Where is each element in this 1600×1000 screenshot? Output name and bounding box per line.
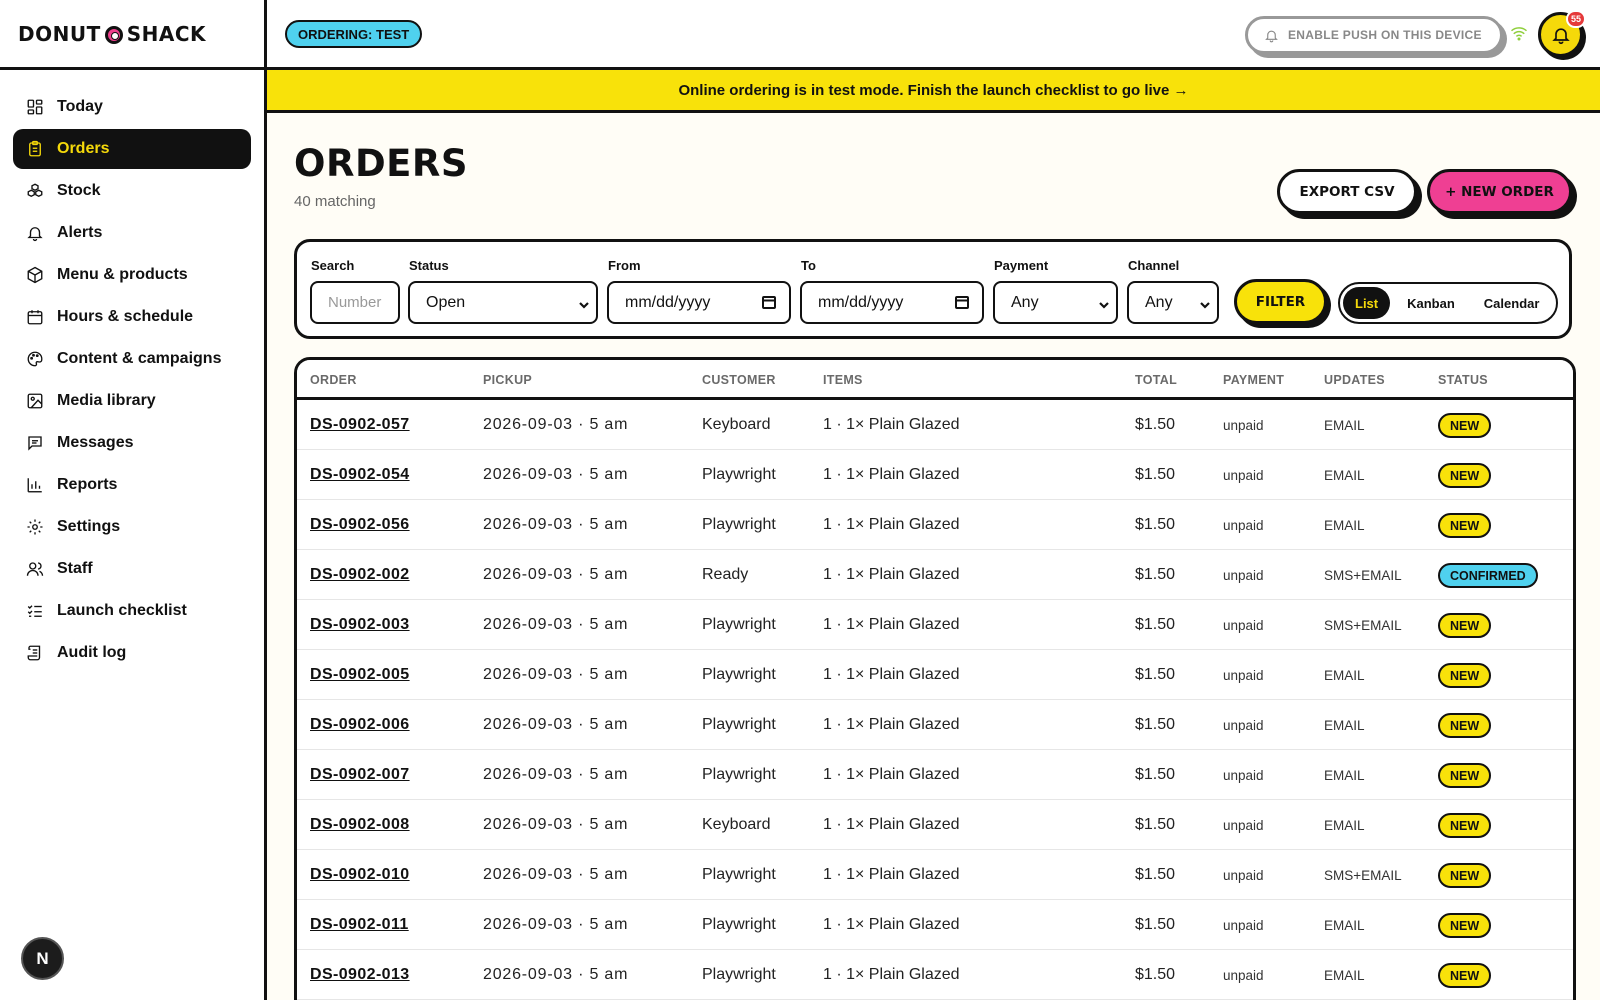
scroll-icon bbox=[26, 644, 44, 662]
sidebar-item-menu-products[interactable] bbox=[13, 255, 251, 295]
orders-table bbox=[294, 357, 1576, 1000]
table-row[interactable] bbox=[297, 950, 1573, 1000]
order-items: 1 · 1× Plain Glazed bbox=[823, 716, 960, 733]
view-toggle bbox=[1338, 282, 1558, 324]
payment-status: unpaid bbox=[1223, 718, 1264, 733]
view-list-tab[interactable]: List bbox=[1343, 287, 1390, 319]
sidebar-item-today[interactable] bbox=[13, 87, 251, 127]
users-icon bbox=[26, 560, 44, 578]
table-row[interactable] bbox=[297, 400, 1573, 450]
bell-icon bbox=[1551, 25, 1571, 45]
sidebar-item-label: Menu & products bbox=[57, 266, 188, 283]
topbar bbox=[267, 0, 1600, 70]
bell-outline-icon bbox=[1264, 28, 1279, 43]
channel-select[interactable] bbox=[1127, 281, 1219, 324]
from-date-value: mm/dd/yyyy bbox=[625, 293, 711, 311]
channel-select-value: Any bbox=[1145, 293, 1173, 311]
sidebar-item-label: Content & campaigns bbox=[57, 350, 222, 367]
update-channel: SMS+EMAIL bbox=[1324, 618, 1402, 633]
col-customer[interactable]: CUSTOMER bbox=[702, 373, 776, 387]
update-channel: SMS+EMAIL bbox=[1324, 568, 1402, 583]
customer-name: Playwright bbox=[702, 516, 776, 533]
pickup-time: 2026-09-03 · 5 am bbox=[483, 716, 629, 733]
wifi-icon bbox=[1510, 24, 1528, 42]
order-items: 1 · 1× Plain Glazed bbox=[823, 616, 960, 633]
table-header bbox=[297, 360, 1573, 400]
calendar-icon[interactable] bbox=[954, 294, 970, 310]
order-id-link[interactable]: DS-0902-002 bbox=[310, 566, 410, 583]
sidebar-item-reports[interactable] bbox=[13, 465, 251, 505]
sidebar-item-label: Reports bbox=[57, 476, 118, 493]
order-total: $1.50 bbox=[1135, 566, 1176, 583]
payment-status: unpaid bbox=[1223, 818, 1264, 833]
status-badge: NEW bbox=[1438, 813, 1491, 838]
sidebar-item-label: Today bbox=[57, 98, 103, 115]
payment-status: unpaid bbox=[1223, 518, 1264, 533]
sidebar-item-label: Media library bbox=[57, 392, 156, 409]
update-channel: EMAIL bbox=[1324, 668, 1365, 683]
sidebar-item-label: Hours & schedule bbox=[57, 308, 194, 325]
sidebar-item-label: Audit log bbox=[57, 644, 127, 661]
table-row[interactable] bbox=[297, 450, 1573, 500]
sidebar-item-audit-log[interactable] bbox=[13, 633, 251, 673]
customer-name: Playwright bbox=[702, 866, 776, 883]
view-kanban-tab[interactable]: Kanban bbox=[1407, 295, 1455, 311]
enable-push-button[interactable] bbox=[1245, 16, 1503, 54]
order-items: 1 · 1× Plain Glazed bbox=[823, 766, 960, 783]
status-badge: NEW bbox=[1438, 463, 1491, 488]
order-items: 1 · 1× Plain Glazed bbox=[823, 866, 960, 883]
view-calendar-tab[interactable]: Calendar bbox=[1483, 295, 1540, 311]
col-pickup[interactable]: PICKUP bbox=[483, 373, 533, 387]
col-order[interactable]: ORDER bbox=[310, 373, 357, 387]
payment-status: unpaid bbox=[1223, 918, 1264, 933]
calendar-icon bbox=[26, 308, 44, 326]
sidebar-item-hours-schedule[interactable] bbox=[13, 297, 251, 337]
pickup-time: 2026-09-03 · 5 am bbox=[483, 566, 629, 583]
order-total: $1.50 bbox=[1135, 516, 1176, 533]
sidebar-item-launch-checklist[interactable] bbox=[13, 591, 251, 631]
bar-chart-icon bbox=[26, 476, 44, 494]
chevron-down-icon bbox=[579, 297, 589, 307]
new-order-button[interactable]: + NEW ORDER bbox=[1427, 169, 1572, 214]
payment-status: unpaid bbox=[1223, 768, 1264, 783]
payment-status: unpaid bbox=[1223, 868, 1264, 883]
order-items: 1 · 1× Plain Glazed bbox=[823, 566, 960, 583]
sidebar-item-media-library[interactable] bbox=[13, 381, 251, 421]
order-id-link[interactable]: DS-0902-011 bbox=[310, 916, 409, 933]
order-id-link[interactable]: DS-0902-013 bbox=[310, 966, 410, 983]
customer-name: Ready bbox=[702, 566, 749, 583]
export-csv-button[interactable]: EXPORT CSV bbox=[1277, 169, 1417, 214]
payment-label: Payment bbox=[994, 258, 1049, 273]
sidebar-item-label: Launch checklist bbox=[57, 602, 187, 619]
status-badge: NEW bbox=[1438, 963, 1491, 988]
pickup-time: 2026-09-03 · 5 am bbox=[483, 816, 629, 833]
search-label: Search bbox=[311, 258, 355, 273]
sidebar-item-label: Alerts bbox=[57, 224, 103, 241]
payment-status: unpaid bbox=[1223, 668, 1264, 683]
status-badge: NEW bbox=[1438, 713, 1491, 738]
update-channel: EMAIL bbox=[1324, 718, 1365, 733]
order-total: $1.50 bbox=[1135, 416, 1176, 433]
update-channel: EMAIL bbox=[1324, 968, 1365, 983]
payment-select[interactable] bbox=[993, 281, 1118, 324]
palette-icon bbox=[26, 350, 44, 368]
notification-count-badge: 55 bbox=[1566, 10, 1586, 28]
order-total: $1.50 bbox=[1135, 766, 1176, 783]
boxes-icon bbox=[26, 182, 44, 200]
order-items: 1 · 1× Plain Glazed bbox=[823, 816, 960, 833]
from-date-input[interactable] bbox=[607, 281, 791, 324]
filter-bar bbox=[294, 239, 1572, 339]
to-date-value: mm/dd/yyyy bbox=[818, 293, 904, 311]
table-row[interactable] bbox=[297, 800, 1573, 850]
update-channel: EMAIL bbox=[1324, 518, 1365, 533]
bell-icon bbox=[26, 224, 44, 242]
match-count: 40 matching bbox=[294, 193, 376, 210]
order-total: $1.50 bbox=[1135, 916, 1176, 933]
table-row[interactable] bbox=[297, 500, 1573, 550]
order-id-link[interactable]: DS-0902-056 bbox=[310, 516, 410, 533]
table-row[interactable] bbox=[297, 650, 1573, 700]
table-row[interactable] bbox=[297, 750, 1573, 800]
customer-name: Playwright bbox=[702, 666, 776, 683]
status-badge: NEW bbox=[1438, 663, 1491, 688]
sidebar-item-label: Orders bbox=[57, 140, 110, 157]
from-label: From bbox=[608, 258, 641, 273]
order-id-link[interactable]: DS-0902-057 bbox=[310, 416, 410, 433]
clipboard-icon bbox=[26, 140, 44, 158]
status-label: Status bbox=[409, 258, 449, 273]
update-channel: EMAIL bbox=[1324, 418, 1365, 433]
sidebar-item-label: Staff bbox=[57, 560, 93, 577]
brand-logo[interactable] bbox=[0, 0, 264, 70]
to-date-input[interactable] bbox=[800, 281, 984, 324]
to-label: To bbox=[801, 258, 816, 273]
image-icon bbox=[26, 392, 44, 410]
message-icon bbox=[26, 434, 44, 452]
order-items: 1 · 1× Plain Glazed bbox=[823, 466, 960, 483]
customer-name: Playwright bbox=[702, 616, 776, 633]
notifications-button[interactable] bbox=[1538, 12, 1583, 57]
order-id-link[interactable]: DS-0902-005 bbox=[310, 666, 410, 683]
update-channel: EMAIL bbox=[1324, 918, 1365, 933]
avatar[interactable]: N bbox=[21, 937, 64, 980]
customer-name: Keyboard bbox=[702, 816, 771, 833]
chevron-down-icon bbox=[1200, 297, 1210, 307]
pickup-time: 2026-09-03 · 5 am bbox=[483, 516, 629, 533]
order-items: 1 · 1× Plain Glazed bbox=[823, 416, 960, 433]
gear-icon bbox=[26, 518, 44, 536]
enable-push-label: ENABLE PUSH ON THIS DEVICE bbox=[1288, 28, 1482, 42]
sidebar-item-orders[interactable] bbox=[13, 129, 251, 169]
pickup-time: 2026-09-03 · 5 am bbox=[483, 866, 629, 883]
pickup-time: 2026-09-03 · 5 am bbox=[483, 666, 629, 683]
sidebar-nav bbox=[0, 70, 264, 673]
order-id-link[interactable]: DS-0902-003 bbox=[310, 616, 410, 633]
order-total: $1.50 bbox=[1135, 816, 1176, 833]
sidebar-item-settings[interactable] bbox=[13, 507, 251, 547]
payment-select-value: Any bbox=[1011, 293, 1039, 311]
col-payment[interactable]: PAYMENT bbox=[1223, 373, 1285, 387]
donut-icon bbox=[105, 26, 123, 44]
status-select[interactable] bbox=[408, 281, 598, 324]
pickup-time: 2026-09-03 · 5 am bbox=[483, 966, 629, 983]
status-badge: NEW bbox=[1438, 913, 1491, 938]
customer-name: Playwright bbox=[702, 966, 776, 983]
pickup-time: 2026-09-03 · 5 am bbox=[483, 466, 629, 483]
sidebar-item-label: Settings bbox=[57, 518, 121, 535]
update-channel: EMAIL bbox=[1324, 768, 1365, 783]
update-channel: EMAIL bbox=[1324, 468, 1365, 483]
pickup-time: 2026-09-03 · 5 am bbox=[483, 916, 629, 933]
sidebar-item-staff[interactable] bbox=[13, 549, 251, 589]
status-badge: NEW bbox=[1438, 413, 1491, 438]
filter-button[interactable]: FILTER bbox=[1234, 279, 1327, 324]
table-row[interactable] bbox=[297, 550, 1573, 600]
table-row[interactable] bbox=[297, 600, 1573, 650]
test-mode-banner[interactable]: Online ordering is in test mode. Finish the launch checklist to go live → bbox=[267, 70, 1600, 113]
payment-status: unpaid bbox=[1223, 968, 1264, 983]
customer-name: Playwright bbox=[702, 766, 776, 783]
pickup-time: 2026-09-03 · 5 am bbox=[483, 766, 629, 783]
table-row[interactable] bbox=[297, 850, 1573, 900]
sidebar-item-alerts[interactable] bbox=[13, 213, 251, 253]
order-items: 1 · 1× Plain Glazed bbox=[823, 966, 960, 983]
order-id-link[interactable]: DS-0902-054 bbox=[310, 466, 410, 483]
order-id-link[interactable]: DS-0902-006 bbox=[310, 716, 410, 733]
table-row[interactable] bbox=[297, 700, 1573, 750]
status-badge: NEW bbox=[1438, 613, 1491, 638]
payment-status: unpaid bbox=[1223, 418, 1264, 433]
col-items[interactable]: ITEMS bbox=[823, 373, 863, 387]
customer-name: Playwright bbox=[702, 466, 776, 483]
chevron-down-icon bbox=[1099, 297, 1109, 307]
customer-name: Playwright bbox=[702, 916, 776, 933]
package-icon bbox=[26, 266, 44, 284]
order-total: $1.50 bbox=[1135, 866, 1176, 883]
order-total: $1.50 bbox=[1135, 666, 1176, 683]
status-badge: NEW bbox=[1438, 513, 1491, 538]
pickup-time: 2026-09-03 · 5 am bbox=[483, 416, 629, 433]
order-id-link[interactable]: DS-0902-008 bbox=[310, 816, 410, 833]
order-total: $1.50 bbox=[1135, 466, 1176, 483]
pickup-time: 2026-09-03 · 5 am bbox=[483, 616, 629, 633]
payment-status: unpaid bbox=[1223, 618, 1264, 633]
order-total: $1.50 bbox=[1135, 616, 1176, 633]
status-badge: CONFIRMED bbox=[1438, 563, 1538, 588]
update-channel: SMS+EMAIL bbox=[1324, 868, 1402, 883]
status-select-value: Open bbox=[426, 293, 466, 311]
sidebar-item-label: Stock bbox=[57, 182, 101, 199]
order-items: 1 · 1× Plain Glazed bbox=[823, 916, 960, 933]
sidebar-item-messages[interactable] bbox=[13, 423, 251, 463]
table-row[interactable] bbox=[297, 900, 1573, 950]
list-checks-icon bbox=[26, 602, 44, 620]
order-items: 1 · 1× Plain Glazed bbox=[823, 666, 960, 683]
sidebar bbox=[0, 0, 267, 1000]
search-input[interactable]: Number bbox=[310, 281, 400, 324]
grid-icon bbox=[26, 98, 44, 116]
customer-name: Keyboard bbox=[702, 416, 771, 433]
order-total: $1.50 bbox=[1135, 966, 1176, 983]
order-items: 1 · 1× Plain Glazed bbox=[823, 516, 960, 533]
sidebar-item-content-campaigns[interactable] bbox=[13, 339, 251, 379]
ordering-mode-badge[interactable]: ORDERING: TEST bbox=[285, 20, 422, 48]
sidebar-item-stock[interactable] bbox=[13, 171, 251, 211]
order-id-link[interactable]: DS-0902-007 bbox=[310, 766, 410, 783]
update-channel: EMAIL bbox=[1324, 818, 1365, 833]
col-updates[interactable]: UPDATES bbox=[1324, 373, 1385, 387]
brand-name-right: SHACK bbox=[126, 21, 207, 46]
customer-name: Playwright bbox=[702, 716, 776, 733]
order-id-link[interactable]: DS-0902-010 bbox=[310, 866, 410, 883]
page-title: ORDERS bbox=[294, 142, 469, 185]
calendar-icon[interactable] bbox=[761, 294, 777, 310]
brand-name-left: DONUT bbox=[18, 21, 101, 46]
status-badge: NEW bbox=[1438, 763, 1491, 788]
payment-status: unpaid bbox=[1223, 468, 1264, 483]
payment-status: unpaid bbox=[1223, 568, 1264, 583]
col-status[interactable]: STATUS bbox=[1438, 373, 1488, 387]
status-badge: NEW bbox=[1438, 863, 1491, 888]
sidebar-item-label: Messages bbox=[57, 434, 134, 451]
col-total[interactable]: TOTAL bbox=[1135, 373, 1178, 387]
channel-label: Channel bbox=[1128, 258, 1180, 273]
order-total: $1.50 bbox=[1135, 716, 1176, 733]
